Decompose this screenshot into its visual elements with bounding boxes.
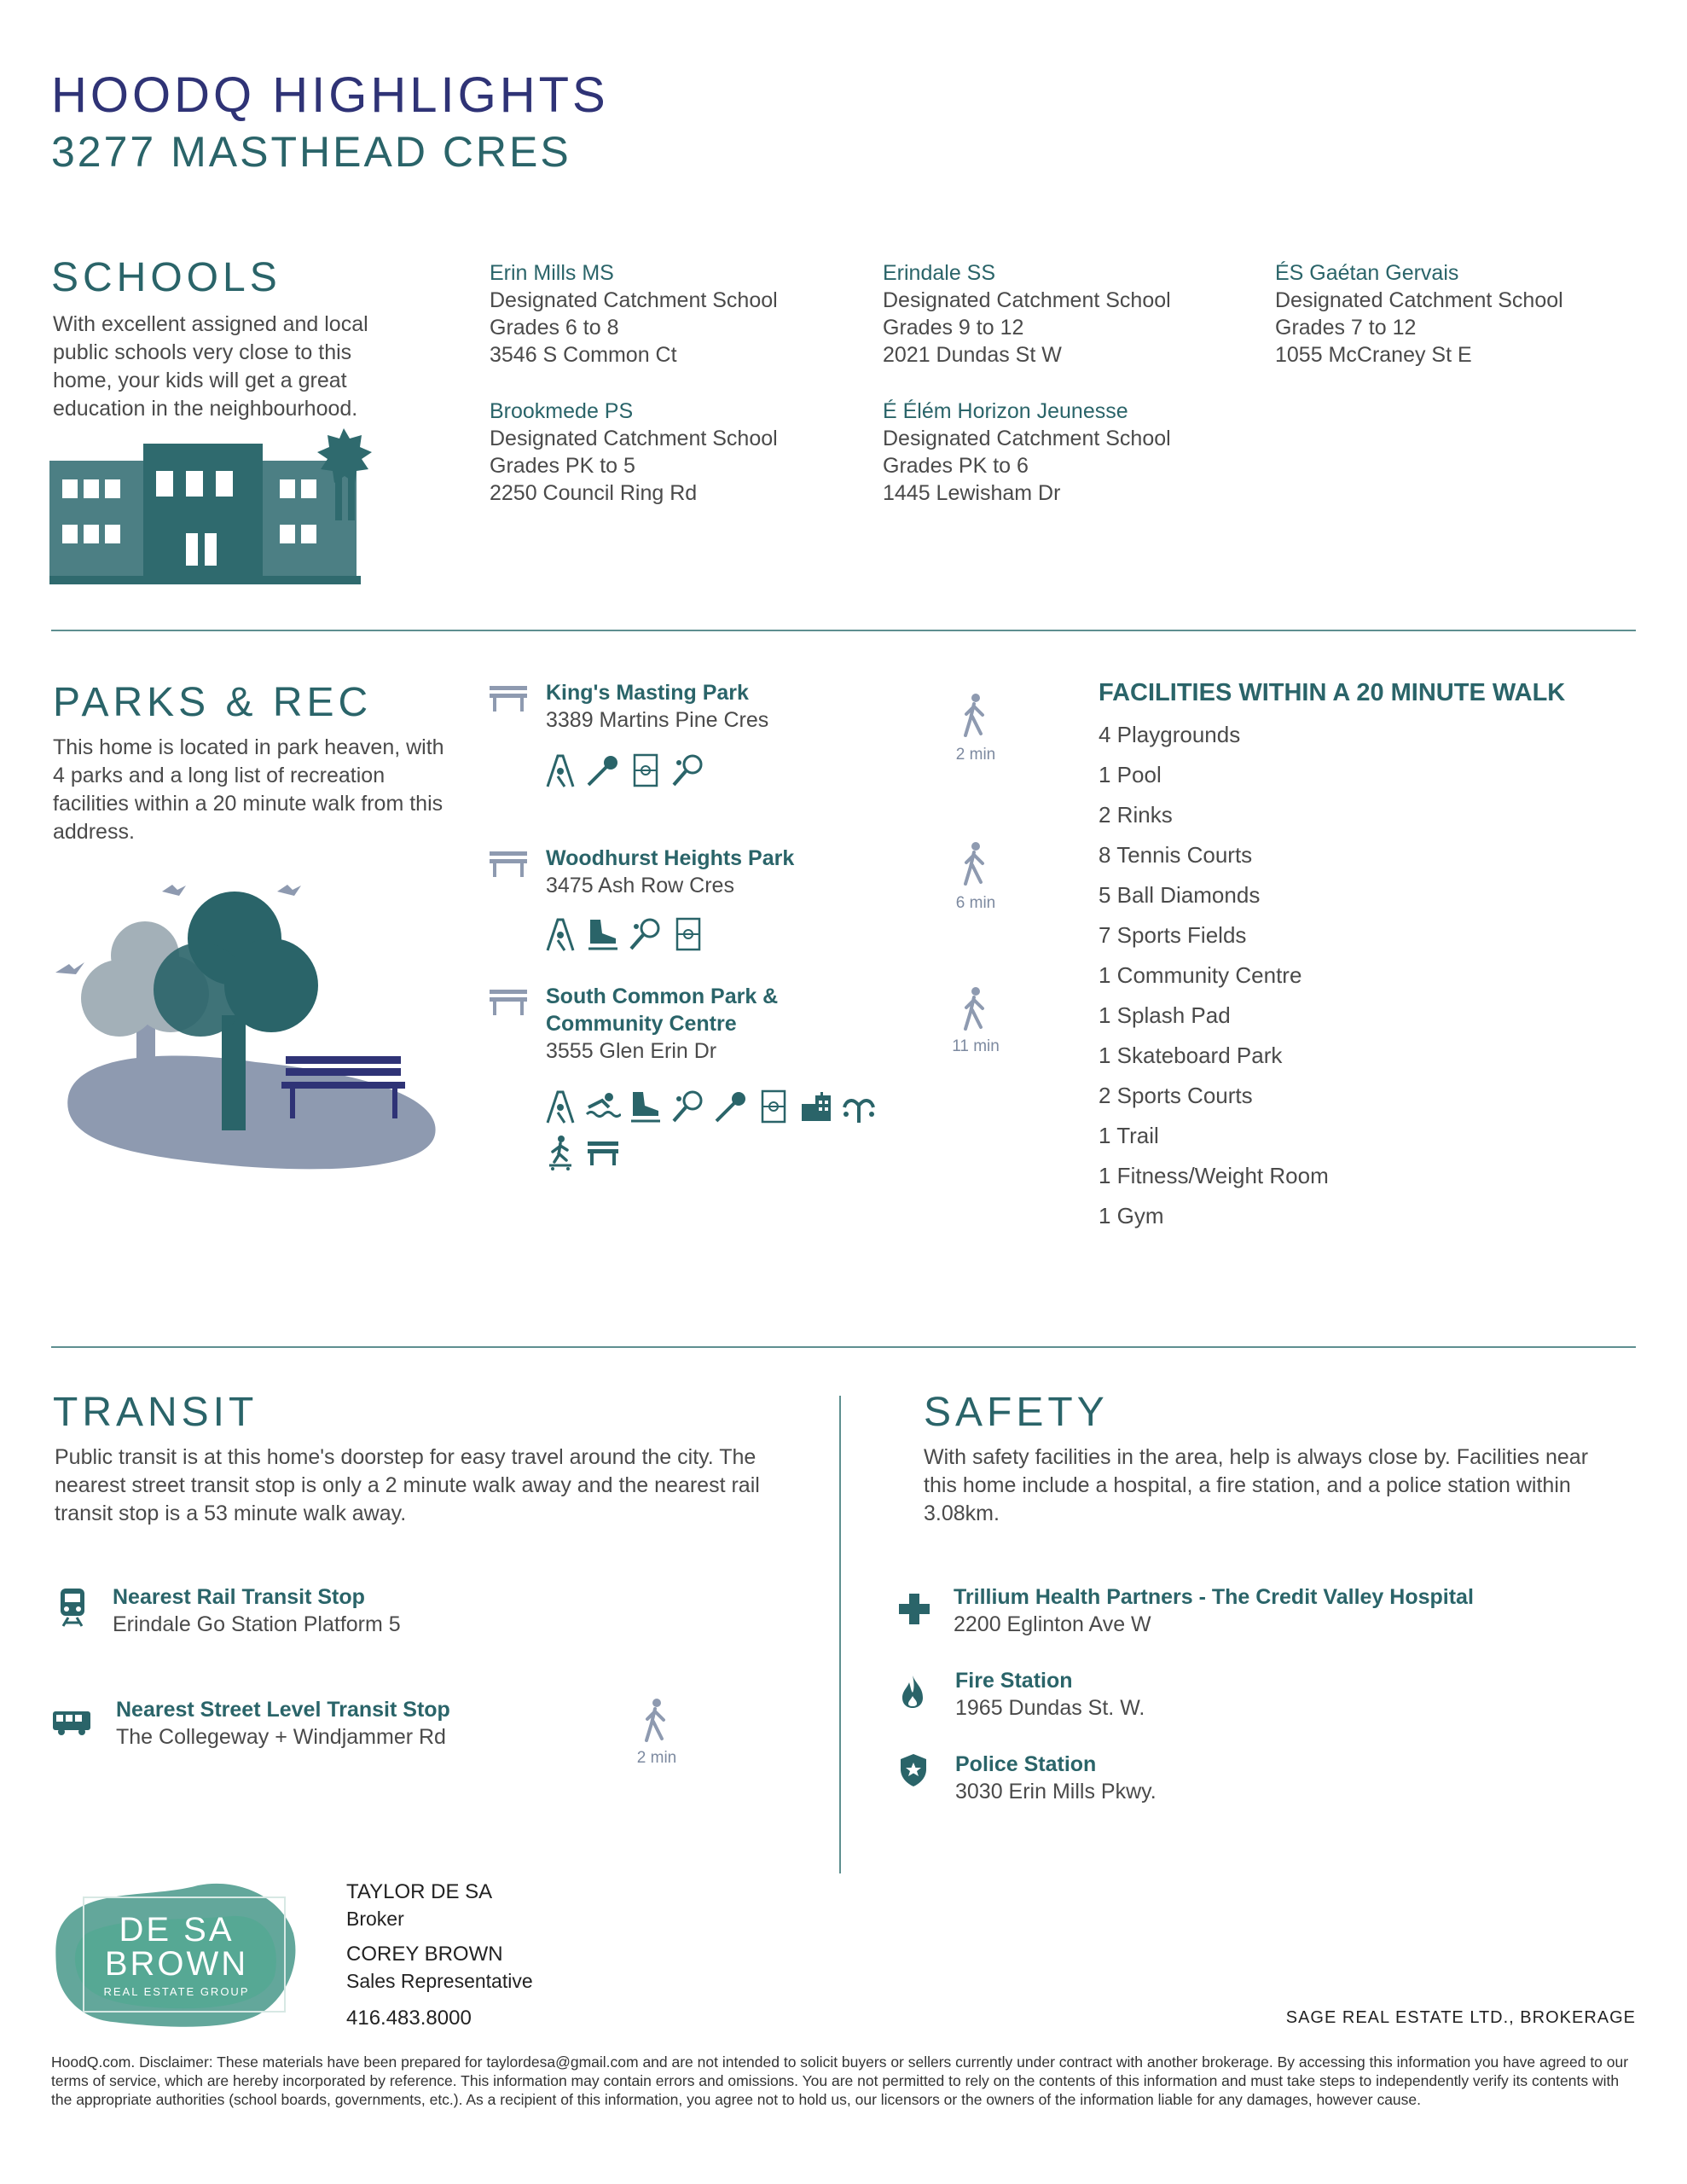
safety-name: Trillium Health Partners - The Credit Valley Hospital [954, 1585, 1474, 1609]
playground-icon [542, 752, 578, 788]
section-divider [51, 1346, 1636, 1348]
facility-item: 1 Community Centre [1099, 962, 1302, 988]
school-type: Designated Catchment School [1275, 288, 1563, 312]
agent-role: Broker [346, 1908, 404, 1930]
sports-field-icon [628, 752, 664, 788]
walking-person-icon [962, 693, 988, 737]
fire-icon [901, 1674, 925, 1710]
school-type: Designated Catchment School [883, 427, 1171, 450]
street-stop-label: Nearest Street Level Transit Stop [116, 1698, 450, 1722]
facility-item: 1 Splash Pad [1099, 1002, 1231, 1028]
rail-stop-label: Nearest Rail Transit Stop [113, 1585, 365, 1609]
ball-diamond-icon [585, 752, 621, 788]
walking-person-icon [962, 986, 988, 1031]
park-address: 3555 Glen Erin Dr [546, 1039, 717, 1063]
pool-icon [585, 1089, 621, 1124]
disclaimer: HoodQ.com. Disclaimer: These materials have been prepared for taylordesa@gmail.com and are not intended to solicit buyers or sellers currently under contract with another brokerage. By accessing this information you have agreed to our terms of service, which are hereby incorporated by reference. This information may contain errors and omissions. You are not permitted to rely on the contents of this information and must take steps to independently verify its contents with the appropriate authorities (school boards, governments, etc.). As a recipient of this information, you agree not to hold us, our licensors or the owners of the information liable for any damages, however cause. [51, 2053, 1629, 2108]
park-name: South Common Park & [546, 985, 779, 1008]
school-name: Erindale SS [883, 261, 996, 285]
page-title: HOODQ HIGHLIGHTS [51, 67, 609, 123]
schools-title: SCHOOLS [51, 255, 281, 300]
park-card [546, 845, 794, 899]
parks-title: PARKS & REC [53, 680, 373, 725]
park-address: 3475 Ash Row Cres [546, 874, 734, 897]
police-badge-icon [899, 1752, 928, 1788]
train-icon [58, 1587, 87, 1628]
safety-name: Fire Station [955, 1669, 1073, 1693]
page-address: 3277 MASTHEAD CRES [51, 128, 571, 176]
hospital-icon [897, 1592, 931, 1626]
column-divider [839, 1396, 841, 1873]
sports-field-icon [756, 1089, 791, 1124]
tennis-icon [670, 752, 706, 788]
agent-info [346, 1880, 533, 2030]
facility-item: 7 Sports Fields [1099, 922, 1247, 948]
logo-line3: REAL ESTATE GROUP [103, 1985, 250, 1998]
transit-title: TRANSIT [53, 1390, 258, 1435]
ball-diamond-icon [713, 1089, 749, 1124]
agent-name: TAYLOR DE SA [346, 1880, 493, 1903]
park-name: King's Masting Park [546, 681, 749, 705]
school-address: 1055 McCraney St E [1275, 343, 1472, 367]
walking-person-icon [962, 841, 988, 886]
school-card [883, 398, 1171, 507]
community-centre-icon [798, 1089, 834, 1124]
bench-icon [488, 684, 529, 713]
agent-role: Sales Representative [346, 1970, 533, 1992]
safety-address: 3030 Erin Mills Pkwy. [955, 1780, 1157, 1804]
street-stop [116, 1696, 450, 1751]
park-name: Woodhurst Heights Park [546, 846, 795, 870]
park-amenities [542, 916, 706, 952]
school-grades: Grades 7 to 12 [1275, 316, 1417, 340]
sports-field-icon [670, 916, 706, 952]
school-address: 1445 Lewisham Dr [883, 481, 1061, 505]
safety-item [955, 1667, 1145, 1722]
facilities-title: FACILITIES WITHIN A 20 MINUTE WALK [1099, 679, 1566, 706]
walking-person-icon [643, 1698, 669, 1742]
school-type: Designated Catchment School [490, 427, 778, 450]
school-type: Designated Catchment School [490, 288, 778, 312]
facility-item: 8 Tennis Courts [1099, 842, 1253, 868]
rail-stop-name: Erindale Go Station Platform 5 [113, 1612, 401, 1636]
school-card [490, 259, 778, 369]
skate-icon [628, 1089, 664, 1124]
facility-item: 1 Skateboard Park [1099, 1043, 1283, 1068]
park-card [546, 983, 778, 1065]
tennis-icon [628, 916, 664, 952]
school-address: 3546 S Common Ct [490, 343, 677, 367]
school-type: Designated Catchment School [883, 288, 1171, 312]
school-grades: Grades 9 to 12 [883, 316, 1024, 340]
facility-item: 2 Sports Courts [1099, 1083, 1253, 1108]
brokerage-name: SAGE REAL ESTATE LTD., BROKERAGE [1285, 2008, 1636, 2027]
skate-icon [585, 916, 621, 952]
bus-icon [51, 1710, 92, 1737]
playground-icon [542, 916, 578, 952]
skateboard-icon [542, 1135, 578, 1170]
safety-address: 1965 Dundas St. W. [955, 1696, 1145, 1720]
school-name: Erin Mills MS [490, 261, 614, 285]
rail-stop [113, 1583, 401, 1638]
facility-item: 4 Playgrounds [1099, 722, 1241, 747]
school-name: ÉS Gaétan Gervais [1275, 261, 1459, 285]
park-amenities [542, 752, 706, 788]
safety-address: 2200 Eglinton Ave W [954, 1612, 1151, 1636]
facility-item: 1 Pool [1099, 762, 1162, 787]
safety-description: With safety facilities in the area, help is always close by. Facilities near this home include a hospital, a fire station, and a police station within 3.08km. [924, 1445, 1589, 1525]
facility-item: 1 Fitness/Weight Room [1099, 1163, 1329, 1188]
street-stop-name: The Collegeway + Windjammer Rd [116, 1725, 446, 1749]
school-card [1275, 259, 1563, 369]
school-card [490, 398, 778, 507]
brand-logo [53, 1882, 300, 2032]
schools-description: With excellent assigned and local public schools very close to this home, your kids will get a great education in the neighbourhood. [53, 312, 368, 421]
bench-icon [488, 850, 529, 879]
safety-title: SAFETY [924, 1390, 1109, 1435]
facility-item: 1 Gym [1099, 1203, 1164, 1228]
section-divider [51, 630, 1636, 631]
walk-time: 11 min [952, 1037, 1000, 1055]
school-name: É Élém Horizon Jeunesse [883, 399, 1128, 423]
school-address: 2021 Dundas St W [883, 343, 1062, 367]
bench-icon [585, 1135, 621, 1170]
safety-item [954, 1583, 1474, 1638]
school-card [883, 259, 1171, 369]
facility-item: 1 Trail [1099, 1123, 1159, 1148]
playground-icon [542, 1089, 578, 1124]
walk-time: 2 min [955, 746, 996, 764]
school-building-icon [49, 427, 382, 589]
tennis-icon [670, 1089, 706, 1124]
bench-icon [488, 988, 529, 1017]
agent-phone: 416.483.8000 [346, 2007, 472, 2030]
safety-name: Police Station [955, 1752, 1097, 1776]
school-grades: Grades PK to 5 [490, 454, 635, 478]
school-grades: Grades PK to 6 [883, 454, 1029, 478]
logo-line1: DE SA [119, 1911, 235, 1949]
transit-description: Public transit is at this home's doorstep for easy travel around the city. The nearest street transit stop is only a 2 minute walk away and the nearest rail transit stop is a 53 minute walk away. [55, 1445, 760, 1525]
walk-time: 6 min [955, 894, 996, 912]
park-name: Community Centre [546, 1012, 737, 1036]
splash-pad-icon [841, 1089, 877, 1124]
park-amenities [542, 1089, 901, 1170]
facilities-list [1099, 722, 1329, 1243]
school-address: 2250 Council Ring Rd [490, 481, 698, 505]
park-address: 3389 Martins Pine Cres [546, 708, 769, 732]
park-card [546, 679, 768, 734]
logo-line2: BROWN [104, 1945, 249, 1983]
facility-item: 2 Rinks [1099, 802, 1173, 828]
header [51, 67, 609, 177]
facility-item: 5 Ball Diamonds [1099, 882, 1261, 908]
school-name: Brookmede PS [490, 399, 634, 423]
school-grades: Grades 6 to 8 [490, 316, 619, 340]
agent-name: COREY BROWN [346, 1943, 503, 1966]
park-illustration-icon [51, 879, 443, 1177]
safety-item [955, 1751, 1157, 1805]
parks-description: This home is located in park heaven, with 4 parks and a long list of recreation facilities within a 20 minute walk from this address. [53, 735, 444, 844]
walk-time: 2 min [636, 1749, 677, 1767]
